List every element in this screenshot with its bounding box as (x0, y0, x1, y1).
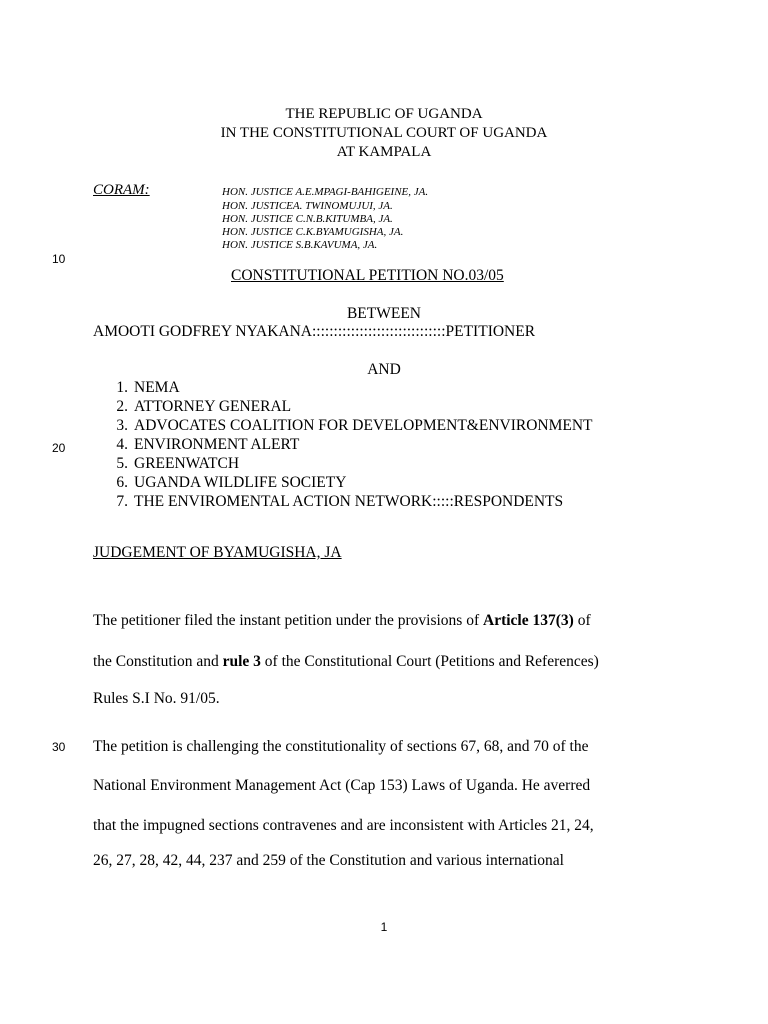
header-republic: THE REPUBLIC OF UGANDA (285, 106, 483, 122)
respondent-item (106, 455, 239, 473)
coram-judge: HON. JUSTICE A.E.MPAGI-BAHIGEINE, JA. (222, 186, 429, 198)
respondent-item (106, 436, 299, 454)
coram-label: CORAM: (93, 182, 150, 198)
line-number-10: 10 (52, 252, 66, 266)
respondent-number: 7. (116, 493, 128, 510)
respondent-number: 6. (116, 474, 128, 491)
respondent-name: ATTORNEY GENERAL (134, 398, 292, 415)
coram-judge: HON. JUSTICEA. TWINOMUJUI, JA. (222, 200, 393, 212)
respondent-item (106, 493, 563, 511)
respondent-item (106, 398, 291, 416)
respondent-name: THE ENVIROMENTAL ACTION NETWORK:::::RESPONDENTS (134, 493, 564, 510)
petition-title: CONSTITUTIONAL PETITION NO.03/05 (231, 267, 504, 284)
petitioner-line: AMOOTI GODFREY NYAKANA:::::::::::::::::::::::::::::::PETITIONER (93, 323, 536, 340)
text-run: of the Constitutional Court (Petitions and References) (260, 653, 599, 670)
paragraph-line (93, 653, 599, 671)
line-number-20: 20 (52, 441, 66, 455)
respondent-item (106, 379, 180, 397)
respondent-item (106, 417, 593, 435)
text-run: of (573, 612, 591, 629)
respondent-name: GREENWATCH (134, 455, 240, 472)
paragraph-line: that the impugned sections contravenes and are inconsistent with Articles 21, 24, (93, 817, 594, 834)
respondent-name: UGANDA WILDLIFE SOCIETY (134, 474, 347, 491)
header-location: AT KAMPALA (336, 144, 432, 160)
and-label: AND (367, 361, 401, 378)
coram-judge: HON. JUSTICE C.N.B.KITUMBA, JA. (222, 213, 393, 225)
respondent-name: ENVIRONMENT ALERT (134, 436, 300, 453)
page-number: 1 (380, 920, 388, 934)
text-run: the Constitution and (93, 653, 223, 670)
respondent-number: 1. (116, 379, 128, 396)
header-court: IN THE CONSTITUTIONAL COURT OF UGANDA (220, 125, 548, 141)
coram-judge: HON. JUSTICE C.K.BYAMUGISHA, JA. (222, 226, 404, 238)
respondent-item (106, 474, 346, 492)
respondent-name: NEMA (134, 379, 180, 396)
paragraph-line (93, 612, 591, 630)
paragraph-line: 26, 27, 28, 42, 44, 237 and 259 of the Constitution and various international (93, 852, 564, 869)
paragraph-line: National Environment Management Act (Cap 153) Laws of Uganda. He averred (93, 777, 591, 794)
article-reference: Article 137(3) (483, 612, 574, 629)
respondent-name: ADVOCATES COALITION FOR DEVELOPMENT&ENVIRONMENT (134, 417, 593, 434)
between-label: BETWEEN (346, 305, 422, 322)
respondent-number: 4. (116, 436, 128, 453)
paragraph-line: Rules S.I No. 91/05. (93, 690, 220, 707)
judgement-heading: JUDGEMENT OF BYAMUGISHA, JA (93, 544, 342, 561)
respondent-number: 2. (116, 398, 128, 415)
coram-judge: HON. JUSTICE S.B.KAVUMA, JA. (222, 239, 378, 251)
rule-reference: rule 3 (222, 653, 261, 670)
respondent-number: 3. (116, 417, 128, 434)
paragraph-line: The petition is challenging the constitutionality of sections 67, 68, and 70 of the (93, 738, 589, 755)
line-number-30: 30 (52, 740, 66, 754)
respondent-number: 5. (116, 455, 128, 472)
text-run: The petitioner filed the instant petition under the provisions of (93, 612, 483, 629)
